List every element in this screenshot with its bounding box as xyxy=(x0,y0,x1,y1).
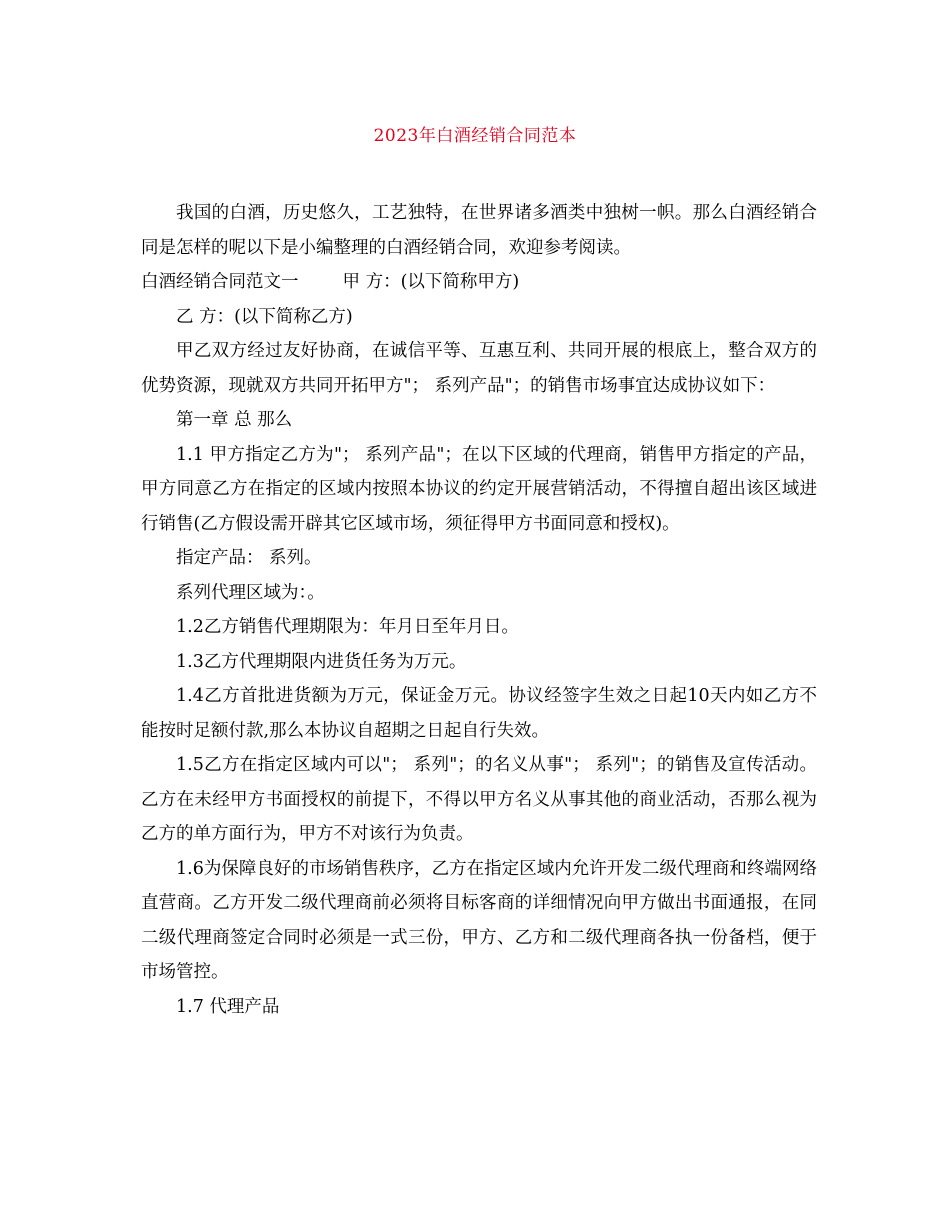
clause-1-2: 1.2乙方销售代理期限为：年月日至年月日。 xyxy=(176,617,519,637)
intro-paragraph: 我国的白酒，历史悠久，工艺独特，在世界诸多酒类中独树一帜。那么白酒经销合同是怎样的呢以下是小编整理的白酒经销合同，欢迎参考阅读。 xyxy=(141,203,817,258)
chapter-heading: 第一章 总 那么 xyxy=(176,410,293,430)
clause-1-5: 1.5乙方在指定区域内可以"； 系列"；的名义从事"； 系列"；的销售及宣传活动。乙方在未经甲方书面授权的前提下，不得以甲方名义从事其他的商业活动，否那么视为乙方的单方面行为，甲方不对该行为负责。 xyxy=(141,755,817,844)
contract-heading-line xyxy=(141,265,817,300)
clause-1-1: 1.1 甲方指定乙方为"； 系列产品"；在以下区域的代理商，销售甲方指定的产品，甲方同意乙方在指定的区域内按照本协议的约定开展营销活动，不得擅自超出该区域进行销售(乙方假设需开辟其它区域市场，须征得甲方书面同意和授权)。 xyxy=(141,444,817,534)
party-a-label: 甲 方：(以下简称甲方) xyxy=(342,272,520,292)
document-body xyxy=(141,196,817,1024)
party-b-label: 乙 方：(以下简称乙方) xyxy=(176,306,353,327)
clause-1-4: 1.4乙方首批进货额为万元，保证金万元。协议经签字生效之日起10天内如乙方不能按时足额付款,那么本协议自超期之日起自行失效。 xyxy=(141,686,817,741)
clause-1-6: 1.6为保障良好的市场销售秩序，乙方在指定区域内允许开发二级代理商和终端网络直营商。乙方开发二级代理商前必须将目标客商的详细情况向甲方做出书面通报，在同二级代理商签定合同时必须是一式三份，甲方、乙方和二级代理商各执一份备档，便于市场管控。 xyxy=(141,858,817,982)
clause-1-7: 1.7 代理产品 xyxy=(176,996,280,1017)
contract-sample-label: 白酒经销合同范文一 xyxy=(141,272,299,292)
agreement-paragraph: 甲乙双方经过友好协商，在诚信平等、互惠互利、共同开展的根底上，整合双方的优势资源，现就双方共同开拓甲方"； 系列产品"；的销售市场事宜达成协议如下： xyxy=(141,341,817,396)
agency-region: 系列代理区域为：。 xyxy=(176,582,325,603)
designated-product: 指定产品： 系列。 xyxy=(176,548,322,568)
clause-1-3: 1.3乙方代理期限内进货任务为万元。 xyxy=(176,651,467,672)
document-title: 2023年白酒经销合同范本 xyxy=(373,126,577,146)
